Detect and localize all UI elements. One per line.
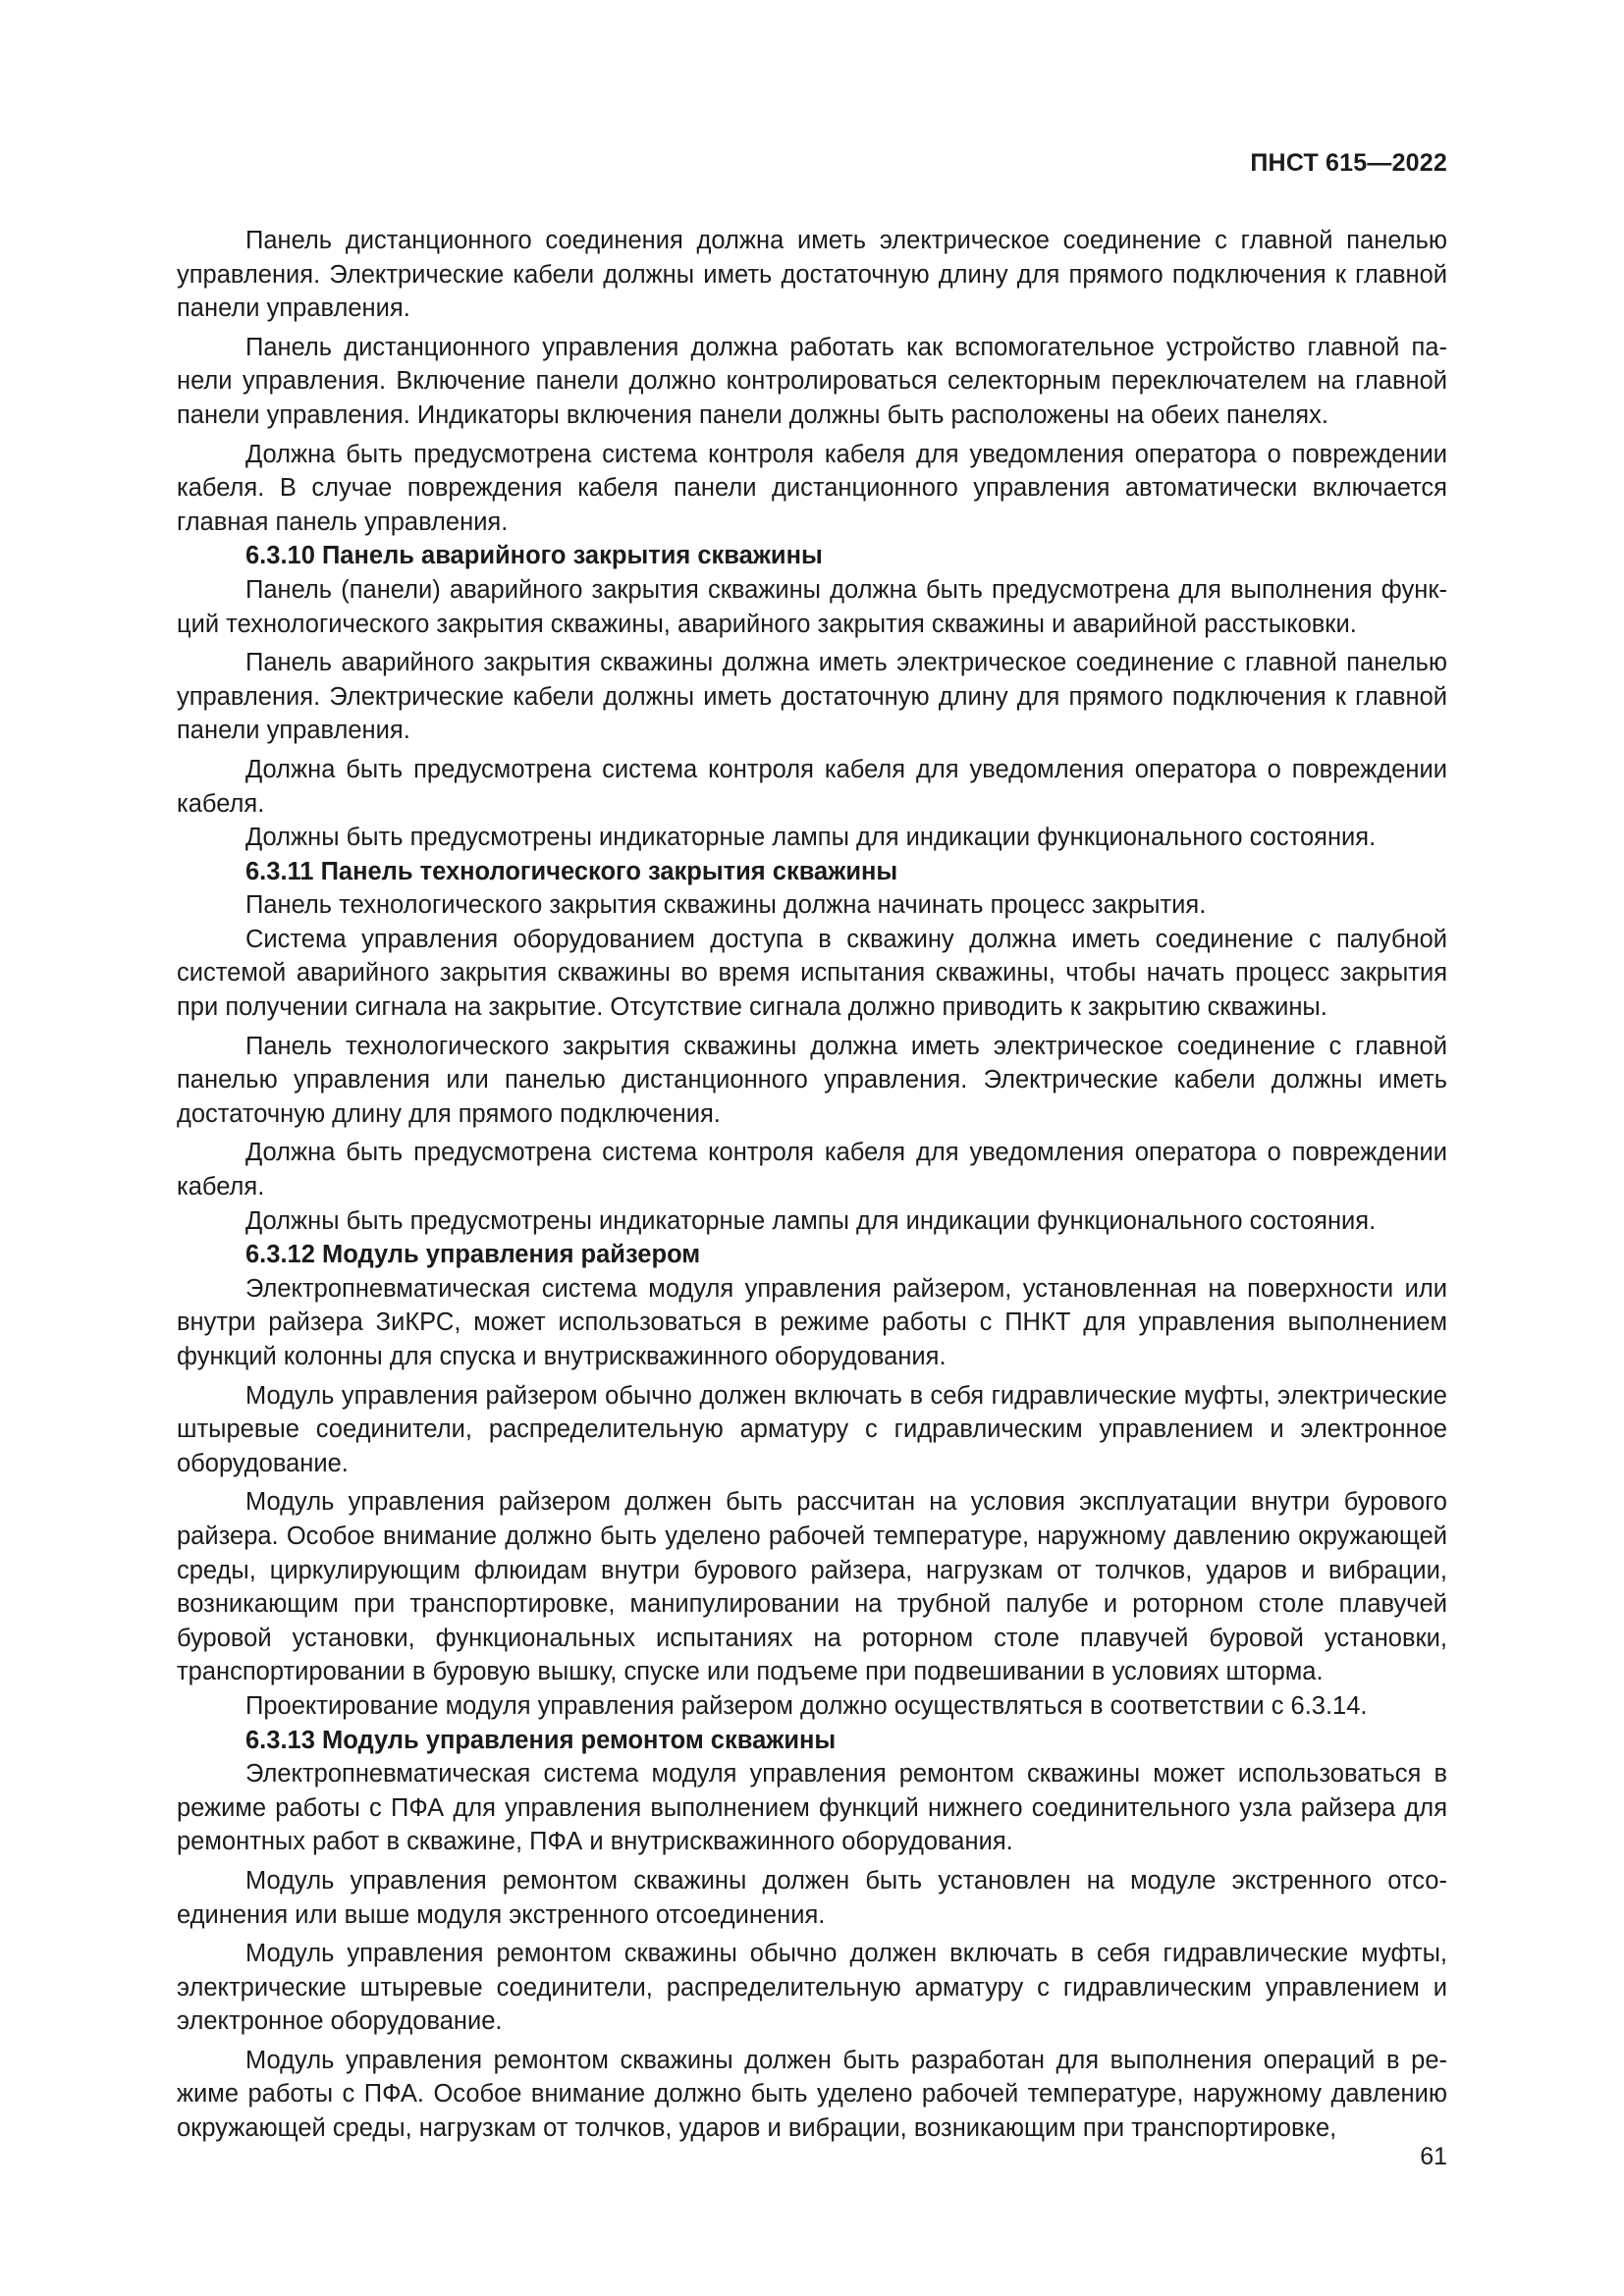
document-body [177, 224, 1447, 2146]
paragraph: Должна быть предусмотрена система контроля кабеля для уведомления оператора о повреждении кабеля. [177, 1139, 1447, 1201]
paragraph: Должна быть предусмотрена система контроля кабеля для уведомления оператора о повреждении кабеля. В случае повреждения кабеля панели дистанционного управления автоматически включается главная панель управления. [177, 440, 1447, 536]
document-code: ПНСТ 615—2022 [1250, 149, 1447, 177]
paragraph: Модуль управления райзером обычно должен включать в себя гидравлические муфты, электрические штыревые соединители, распределительную арматуру с гидравлическим управлением и электронное оборудование. [177, 1381, 1447, 1477]
section-heading-6-3-11: 6.3.11 Панель технологического закрытия скважины [245, 857, 898, 885]
paragraph: Панель дистанционного управления должна работать как вспомогательное устройство главной панели управления. Включение панели должно контролироваться селекторным переключателем на главной панели управления. Индикаторы включения панели должны быть расположены на обеих панелях. [177, 333, 1447, 429]
section-heading-6-3-10: 6.3.10 Панель аварийного закрытия скважины [245, 542, 823, 570]
paragraph: Должна быть предусмотрена система контроля кабеля для уведомления оператора о повреждении кабеля. [177, 755, 1447, 818]
paragraph: Проектирование модуля управления райзером должно осуществляться в соответствии с 6.3.14. [245, 1691, 1368, 1720]
paragraph: Система управления оборудованием доступа в скважину должна иметь соединение с палубной системой аварийного закрытия скважины во время испытания скважины, чтобы начать процесс закрытия при получении сигнала на закрытие. Отсутствие сигнала должно приводить к закрытию скважины. [177, 925, 1447, 1022]
paragraph: Должны быть предусмотрены индикаторные лампы для индикации функционального состояния. [245, 1206, 1377, 1235]
section-heading-6-3-12: 6.3.12 Модуль управления райзером [245, 1241, 701, 1269]
paragraph: Модуль управления райзером должен быть рассчитан на условия эксплуатации внутри бурового райзера. Особое внимание должно быть уделено рабочей температуре, наружному давлению окружающей среды, циркулирующим флюидам внутри бурового райзера, нагрузкам от толчков, ударов и вибрации, возникающим при транспортировке, манипулировании на трубной палубе и роторном столе плавучей буровой установки, функциональных испытаниях на роторном столе плавучей буровой установки, транспортировании в буровую вышку, спуске или подъеме при подвешивании в условиях шторма. [177, 1488, 1447, 1686]
paragraph: Панель аварийного закрытия скважины должна иметь электрическое соединение с главной панелью управления. Электрические кабели должны иметь достаточную длину для прямого подключения к главной панели управления. [177, 649, 1447, 745]
paragraph: Модуль управления ремонтом скважины обычно должен включать в себя гидравлические муфты, электрические штыревые соединители, распределительную арматуру с гидравлическим управлением и электронное оборудование. [177, 1940, 1447, 2036]
paragraph: Панель дистанционного соединения должна иметь электрическое соединение с главной панелью управления. Электрические кабели должны иметь достаточную длину для прямого подключения к главной панели управления. [177, 227, 1447, 323]
paragraph: Электропневматическая система модуля управления ремонтом скважины может использоваться в режиме работы с ПФА для управления выполнением функций нижнего соединительного узла райзера для ремонтных работ в скважине, ПФА и внутрискважинного оборудования. [177, 1760, 1447, 1856]
section-heading-6-3-13: 6.3.13 Модуль управления ремонтом скважины [245, 1726, 837, 1754]
page-number: 61 [1420, 2143, 1447, 2170]
paragraph: Модуль управления ремонтом скважины должен быть разработан для выполнения операций в режиме работы с ПФА. Особое внимание должно быть уделено рабочей температуре, наружному давлению окружающей среды, нагрузкам от толчков, ударов и вибрации, возникающим при транспортировке, [177, 2046, 1447, 2143]
paragraph: Электропневматическая система модуля управления райзером, установленная на поверхности или внутри райзера ЗиКРС, может использоваться в режиме работы с ПНКТ для управления выполнением функций колонны для спуска и внутрискважинного оборудования. [177, 1274, 1447, 1370]
paragraph: Панель технологического закрытия скважины должна начинать процесс закрытия. [245, 891, 1207, 920]
paragraph: Должны быть предусмотрены индикаторные лампы для индикации функционального состояния. [245, 824, 1377, 852]
paragraph: Панель технологического закрытия скважины должна иметь электрическое соединение с главной панелью управления или панелью дистанционного управления. Электрические кабели должны иметь достаточную длину для прямого подключения. [177, 1032, 1447, 1128]
paragraph: Панель (панели) аварийного закрытия скважины должна быть предусмотрена для выполнения функций технологического закрытия скважины, аварийного закрытия скважины и аварийной расстыковки. [177, 575, 1447, 638]
paragraph: Модуль управления ремонтом скважины должен быть установлен на модуле экстренного отсоединения или выше модуля экстренного отсоединения. [177, 1866, 1447, 1929]
